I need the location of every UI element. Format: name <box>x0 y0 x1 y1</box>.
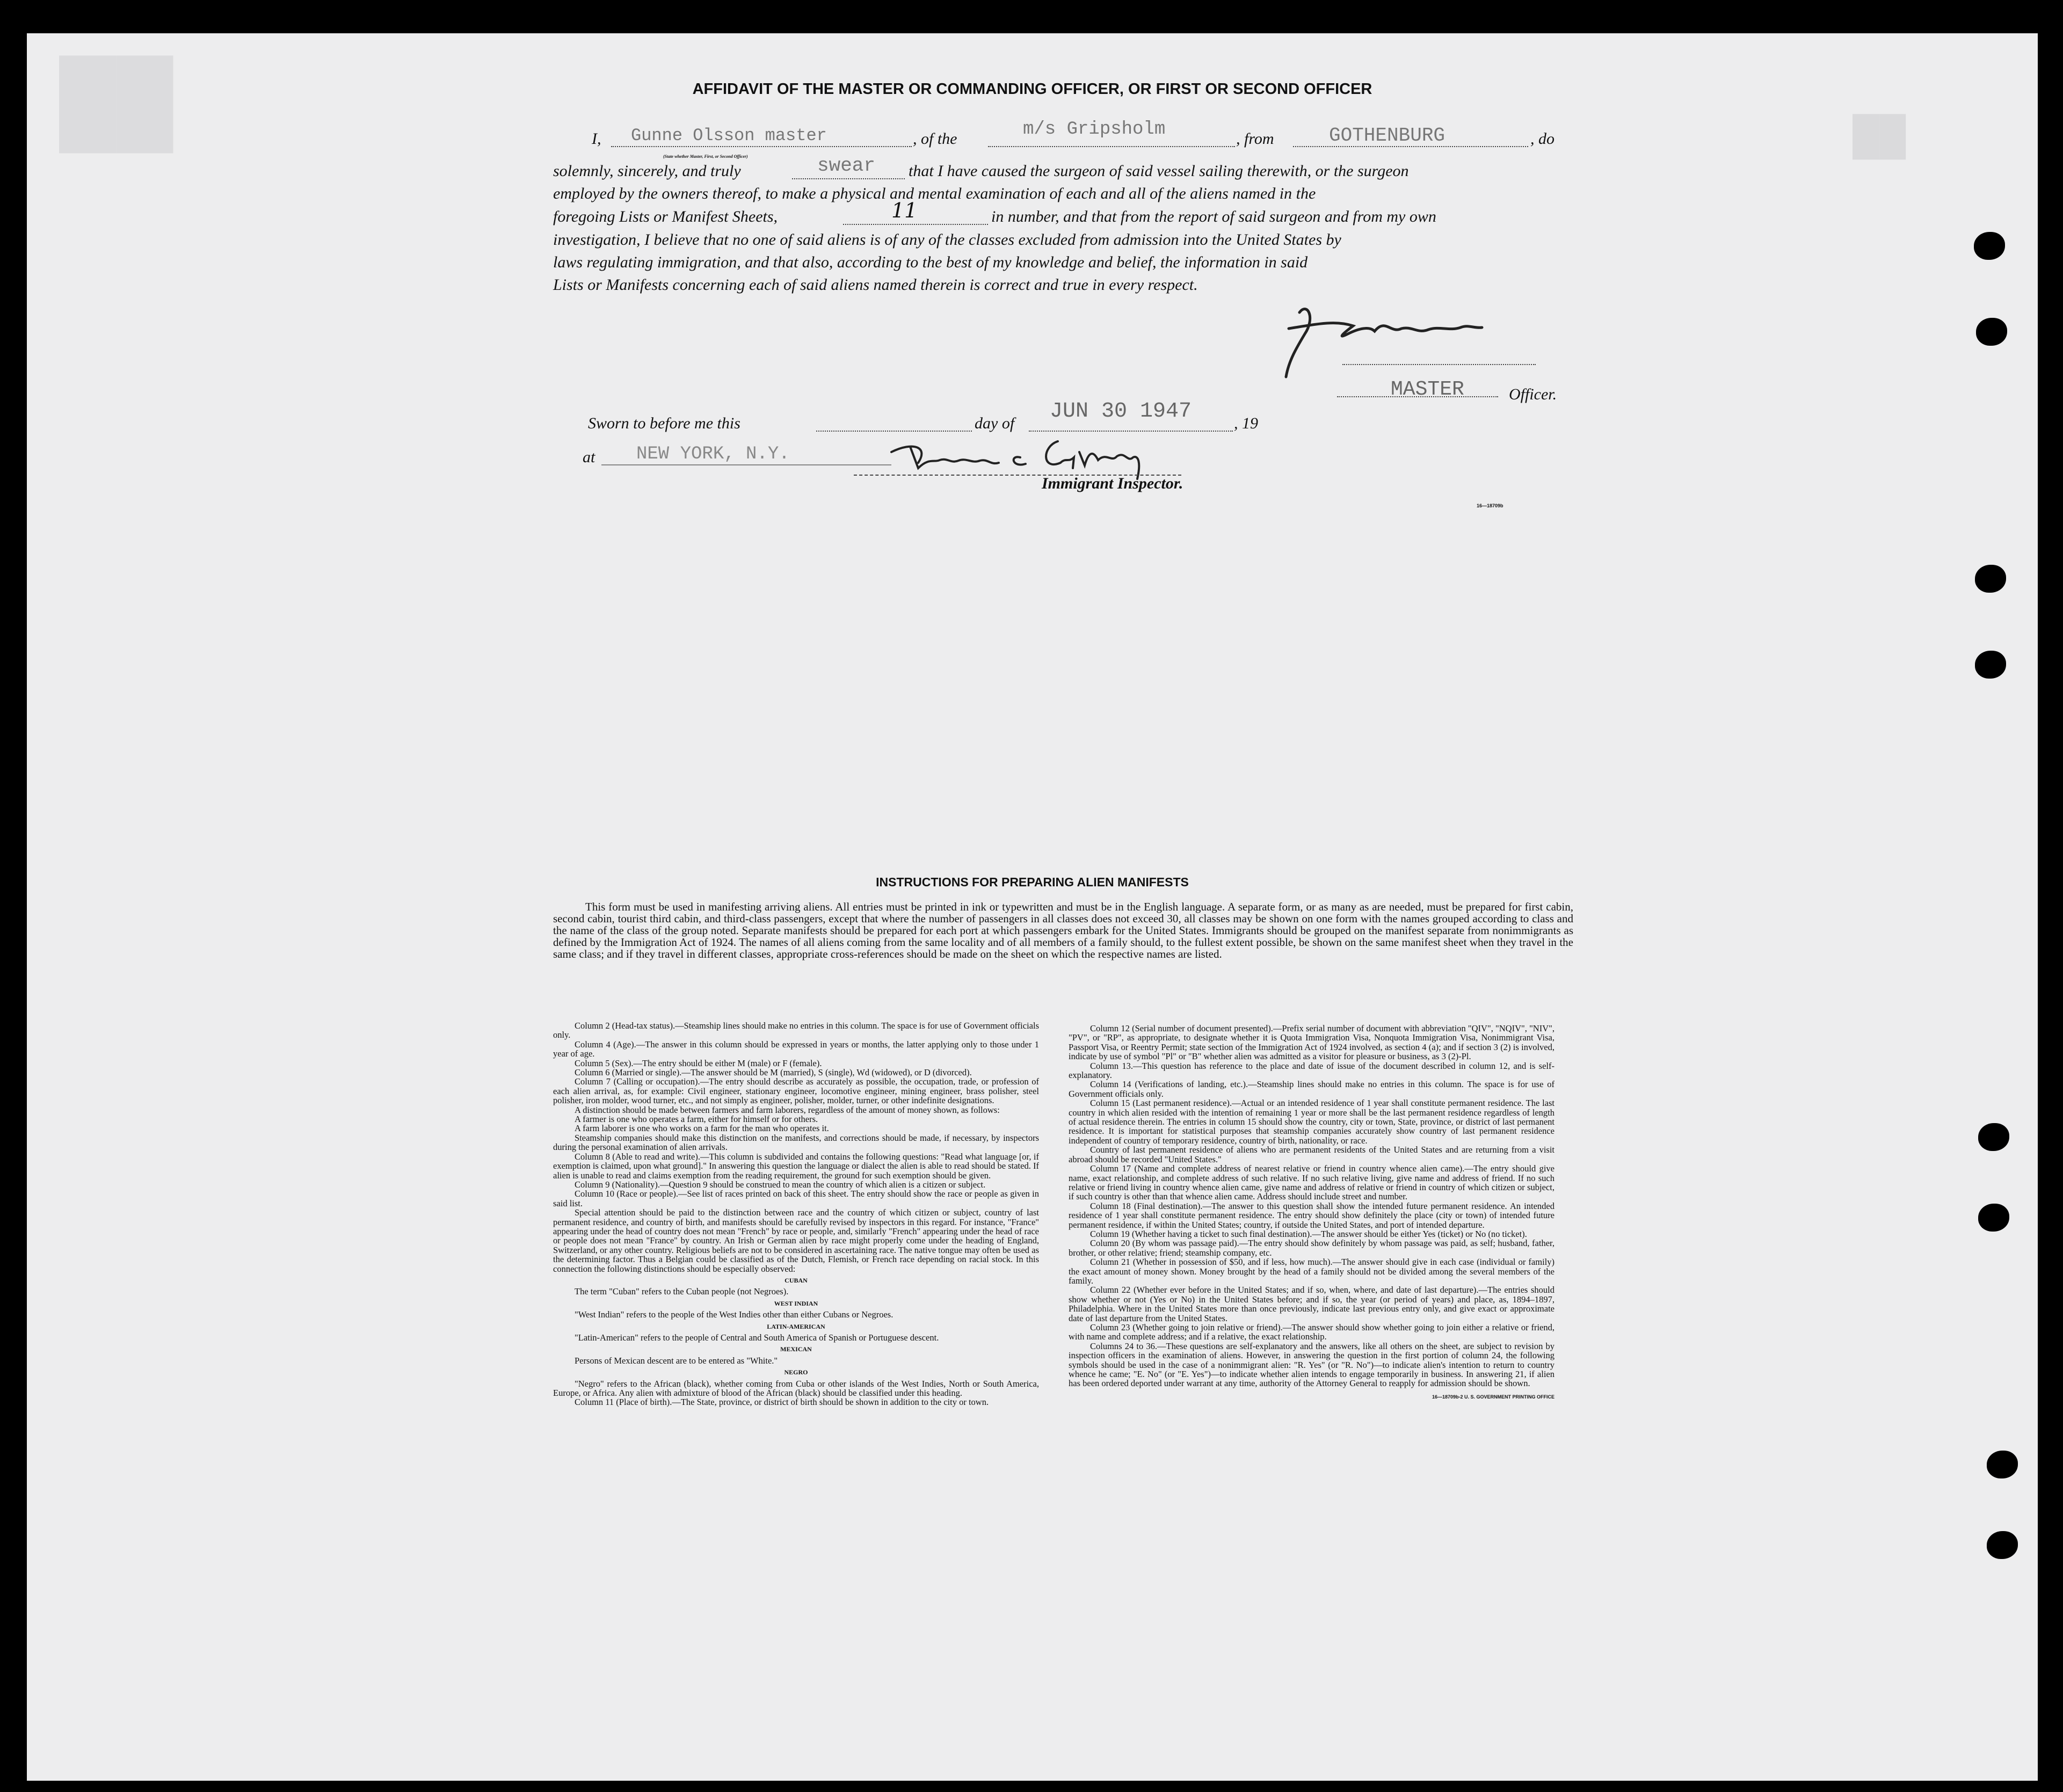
section-heading: MEXICAN <box>780 1345 812 1353</box>
instruction-paragraph: Column 13.—This question has reference to the place and date of issue of the document described in column 12, and is self-explanatory. <box>1069 1060 1554 1081</box>
instructions-left-column <box>553 1021 1039 1407</box>
vessel-underline <box>988 146 1235 147</box>
affidavit-text: Sworn to before me this <box>588 414 740 432</box>
place-underline <box>601 464 891 465</box>
instruction-paragraph: Country of last permanent residence of aliens who are permanent residents of the United States and are returning from a visit abroad should be recorded "United States." <box>1069 1145 1554 1164</box>
instruction-paragraph: Special attention should be paid to the distinction between race and the country of which citizen or subject, country of last permanent residence, and country of birth, and manifests should be carefully revised by inspectors in this regard. For instance, "France" appearing under the head of country does not mean "French" by race or people, and, similarly "French" appearing under the head of race or people does not mean "France" by country. An Irish or German alien by race might properly come under the heading of England, Switzerland, or any other country. Religious beliefs are not to be considered in ascertaining race. The native tongue may often be used as the determining factor. Thus a Belgian could be classified as of the Dutch, Flemish, or French race depending on racial stock. In this connection the following distinctions should be especially observed: <box>553 1207 1039 1274</box>
instructions-title: INSTRUCTIONS FOR PREPARING ALIEN MANIFESTS <box>876 875 1189 889</box>
punch-hole <box>1978 1123 2009 1151</box>
affidavit-text: , do <box>1530 130 1554 148</box>
affidavit-text: that I have caused the surgeon of said vessel sailing therewith, or the surgeon <box>909 162 1409 180</box>
instruction-paragraph: Column 9 (Nationality).—Question 9 should be construed to mean the country of which alien is a citizen or subject. <box>575 1179 986 1190</box>
instruction-paragraph: The term "Cuban" refers to the Cuban people (not Negroes). <box>575 1286 789 1297</box>
sworn-place: NEW YORK, N.Y. <box>636 444 790 464</box>
instruction-paragraph: Column 7 (Calling or occupation).—The entry should describe as accurately as possible, the occupation, trade, or profession of each alien arrival, as, for example: Civil engineer, stationary engineer, locomotive engineer, mining engineer, brass polisher, steel polisher, iron molder, wood turner, etc., and not simply as engineer, polisher, molder, turner, or other indefinite designations. <box>553 1076 1039 1106</box>
affidavit-text: in number, and that from the report of said surgeon and from my own <box>991 208 1436 225</box>
instruction-paragraph: A farmer is one who operates a farm, either for himself or for others. <box>575 1114 818 1125</box>
bleed-through-mark: ██ <box>1853 114 1906 156</box>
affidavit-line-5: investigation, I believe that no one of said aliens is of any of the classes excluded from admission into the United States by <box>553 231 1341 249</box>
instruction-paragraph: Column 10 (Race or people).—See list of races printed on back of this sheet. The entry should show the race or people as given in said list. <box>553 1189 1039 1208</box>
form-number: 16—18709b <box>1477 503 1503 508</box>
sheets-underline <box>843 224 988 225</box>
instruction-paragraph: Column 15 (Last permanent residence).—Actual or an intended residence of 1 year shall constitute permanent residence. The last country in which alien resided with the intention of remaining 1 year or more shall be the last permanent residence regardless of length of actual residence therein. The entries in column 15 should show the country, city or town, State, province, or district of last permanent residence. It is important for statistical purposes that steamship companies accurately show country of last permanent residence independent of country of temporary residence, country of birth, nationality, or race. <box>1069 1098 1554 1146</box>
instruction-paragraph: Persons of Mexican descent are to be entered as "White." <box>575 1355 778 1366</box>
instruction-paragraph: Column 8 (Able to read and write).—This column is subdivided and contains the following questions: "Read what language [or, if exemption is claimed, upon what ground]." In answering this question the language or dialect the alien is able to read should be stated. If alien is unable to read and claims exemption from the reading requirement, the ground for such exemption should be given. <box>553 1151 1039 1181</box>
punch-hole <box>1976 318 2007 346</box>
punch-hole <box>1975 565 2006 593</box>
instruction-paragraph: Column 18 (Final destination).—The answer to this question shall show the intended future permanent residence. An intended residence of 1 year shall constitute permanent residence. The entry should show definitely the place (city or town) of intended future permanent residence, if within the United States; country, if outside the United States, and port of intended departure. <box>1069 1200 1554 1230</box>
punch-hole <box>1975 651 2006 679</box>
affidavit-line-3: employed by the owners thereof, to make a physical and mental examination of each and all of the aliens named in the <box>553 185 1316 202</box>
section-heading: WEST INDIAN <box>774 1299 818 1307</box>
oath-underline <box>792 178 905 179</box>
instruction-paragraph: "West Indian" refers to the people of the West Indies other than either Cubans or Negroes. <box>575 1309 894 1320</box>
instruction-paragraph: Column 19 (Whether having a ticket to such final destination).—The answer should be either Yes (ticket) or No (no ticket). <box>1090 1228 1527 1239</box>
section-heading: CUBAN <box>784 1276 808 1284</box>
bleed-through-mark: ██ <box>59 56 173 146</box>
signature-line <box>1342 364 1536 365</box>
printing-office-footer: 16—18709b-2 U. S. GOVERNMENT PRINTING OFFICE <box>1432 1394 1554 1400</box>
instructions-right-column <box>1069 1024 1554 1402</box>
instruction-paragraph: Column 12 (Serial number of document presented).—Prefix serial number of document with abbreviation "QIV", "NQIV", "NIV", "PV", or "RP", as appropriate, to designate whether it is Quota Immigration Visa, Nonquota Immigration Visa, Nonimmigrant Visa, Passport Visa, or Reentry Permit; state section of the Immigration Act of 1924 involved, as section 4 (a); and if section 3 (2) is involved, indicate by use of symbol "Pl" or "B" whether alien was admitted as a visitor for pleasure or business, as 3 (2)-Pl. <box>1069 1023 1554 1062</box>
instruction-paragraph: Column 17 (Name and complete address of nearest relative or friend in country whence alien came).—The entry should give name, exact relationship, and complete address of such relative. If no such relative living, give name and address of friend. If no such relative or friend living in country whence alien came, give name and address of relative or friend in country of which citizen or subject, if such country is other than that whence alien came. Address should include street and number. <box>1069 1163 1554 1202</box>
instruction-paragraph: A farm laborer is one who works on a farm for the man who operates it. <box>575 1123 829 1134</box>
instruction-paragraph: "Negro" refers to the African (black), whether coming from Cuba or other islands of the West Indies, North or South America, Europe, or Africa. Any alien with admixture of blood of the African (black) should be classified under this heading. <box>553 1378 1039 1398</box>
affidavit-line-7: Lists or Manifests concerning each of said aliens named therein is correct and true in every respect. <box>553 276 1198 294</box>
affidavit-text: , of the <box>913 130 957 148</box>
instruction-paragraph: Column 21 (Whether in possession of $50, and if less, how much).—The answer should give in each case (individual or family) the exact amount of money shown. Money brought by the head of a family should not be divided among the several members of the family. <box>1069 1257 1554 1286</box>
section-heading: NEGRO <box>784 1368 808 1376</box>
section-heading: LATIN-AMERICAN <box>767 1322 825 1330</box>
affidavit-text: day of <box>975 414 1015 432</box>
master-name: Gunne Olsson master <box>631 126 827 145</box>
officer-suffix: Officer. <box>1509 385 1557 403</box>
punch-hole <box>1978 1204 2009 1232</box>
manifest-page <box>27 33 2038 1781</box>
instruction-paragraph: Columns 24 to 36.—These questions are self-explanatory and the answers, like all others on the sheet, are subject to revision by inspection officers in the examination of aliens. However, in answering the question in the first portion of column 24, the following symbols should be used in the case of a nonimmigrant alien: "R. Yes" (or "R. No")—to indicate alien's intention to return to country whence he came; "E. No" (or "E. Yes")—to indicate whether alien intends to engage temporarily in business. In answering 21, if alien has been ordered deported under warrant at any time, authority of the Attorney General to reapply for admission should be shown. <box>1069 1341 1554 1389</box>
instruction-paragraph: Column 2 (Head-tax status).—Steamship lines should make no entries in this column. The space is for use of Government officials only. <box>553 1021 1039 1040</box>
instruction-paragraph: Column 20 (By whom was passage paid).—The entry should show definitely by whom passage was paid, as self; husband, father, brother, or other relative; friend; steamship company, etc. <box>1069 1238 1554 1258</box>
role-note: (State whether Master, First, or Second Officer) <box>663 154 748 159</box>
inspector-title: Immigrant Inspector. <box>1042 475 1183 492</box>
instruction-paragraph: Column 11 (Place of birth).—The State, province, or district of birth should be shown in addition to the city or town. <box>575 1397 989 1408</box>
sheet-count: 11 <box>891 199 918 222</box>
instruction-paragraph: Column 22 (Whether ever before in the United States; and if so, when, where, and date of last departure).—The entries should show whether or not (Yes or No) in the United States before; and if so, the year (or period of years) and place, as, 1894–1897, Philadelphia. Where in the United States more than once previously, indicate last previous entry only, and give exact or approximate date of last departure from the United States. <box>1069 1285 1554 1323</box>
instruction-paragraph: Column 4 (Age).—The answer in this column should be expressed in years or months, the latter applying only to those under 1 year of age. <box>553 1039 1039 1059</box>
name-underline <box>611 146 912 147</box>
affidavit-text: solemnly, sincerely, and truly <box>553 162 741 180</box>
instruction-paragraph: Column 23 (Whether going to join relative or friend).—The answer should show whether going to join either a relative or friend, with name and complete address; and if a relative, the exact relationship. <box>1069 1322 1554 1342</box>
affidavit-text: foregoing Lists or Manifest Sheets, <box>553 208 778 225</box>
affidavit-text: , 19 <box>1234 414 1258 432</box>
sworn-date: JUN 30 1947 <box>1050 399 1192 424</box>
oath-word: swear <box>817 155 876 177</box>
punch-hole <box>1974 232 2005 260</box>
affidavit-line-6: laws regulating immigration, and that also, according to the best of my knowledge and belief, the information in said <box>553 253 1308 271</box>
signature-graphic <box>1256 296 1503 393</box>
instruction-paragraph: Column 6 (Married or single).—The answer should be M (married), S (single), Wd (widowed), or D (divorced). <box>575 1067 972 1078</box>
port-name: GOTHENBURG <box>1329 125 1445 147</box>
instruction-paragraph: "Latin-American" refers to the people of Central and South America of Spanish or Portuguese descent. <box>575 1332 939 1343</box>
affidavit-text: , from <box>1236 130 1274 148</box>
instruction-paragraph: Column 5 (Sex).—The entry should be either M (male) or F (female). <box>575 1058 822 1068</box>
instructions-intro: This form must be used in manifesting arriving aliens. All entries must be printed in ink or typewritten and must be in the English language. A separate form, or as many as are needed, must be prepared for first cabin, second cabin, tourist third cabin, and third-class passengers, except that where the number of passengers in all classes does not exceed 30, all classes may be shown on one form with the names grouped according to class and the name of the class of the group noted. Separate manifests should be prepared for each port at which passengers embark for the United States. Immigrants should be grouped on the manifest separate from nonimmigrants as defined by the Immigration Act of 1924. The names of all aliens coming from the same locality and of all members of a family should, to the fullest extent possible, be shown on the same manifest sheet when they travel in the same class; and if they travel in different classes, appropriate cross-references should be made on the sheet on which the respective names are listed. <box>553 900 1573 960</box>
instruction-paragraph: Column 14 (Verifications of landing, etc.).—Steamship lines should make no entries in this column. The space is for use of Government officials only. <box>1069 1079 1554 1099</box>
instruction-paragraph: A distinction should be made between farmers and farm laborers, regardless of the amount of money shown, as follows: <box>575 1104 1000 1115</box>
vessel-name: m/s Gripsholm <box>1023 119 1166 140</box>
affidavit-text: I, <box>592 130 601 148</box>
officer-title: MASTER <box>1391 378 1464 401</box>
punch-hole <box>1987 1531 2018 1559</box>
instruction-paragraph: Steamship companies should make this distinction on the manifests, and corrections should be made, if necessary, by inspectors during the personal examination of alien arrivals. <box>553 1132 1039 1153</box>
affidavit-text: at <box>583 448 595 466</box>
punch-hole <box>1987 1451 2018 1478</box>
master-signature <box>1256 296 1503 393</box>
affidavit-title: AFFIDAVIT OF THE MASTER OR COMMANDING OFFICER, OR FIRST OR SECOND OFFICER <box>692 81 1372 98</box>
